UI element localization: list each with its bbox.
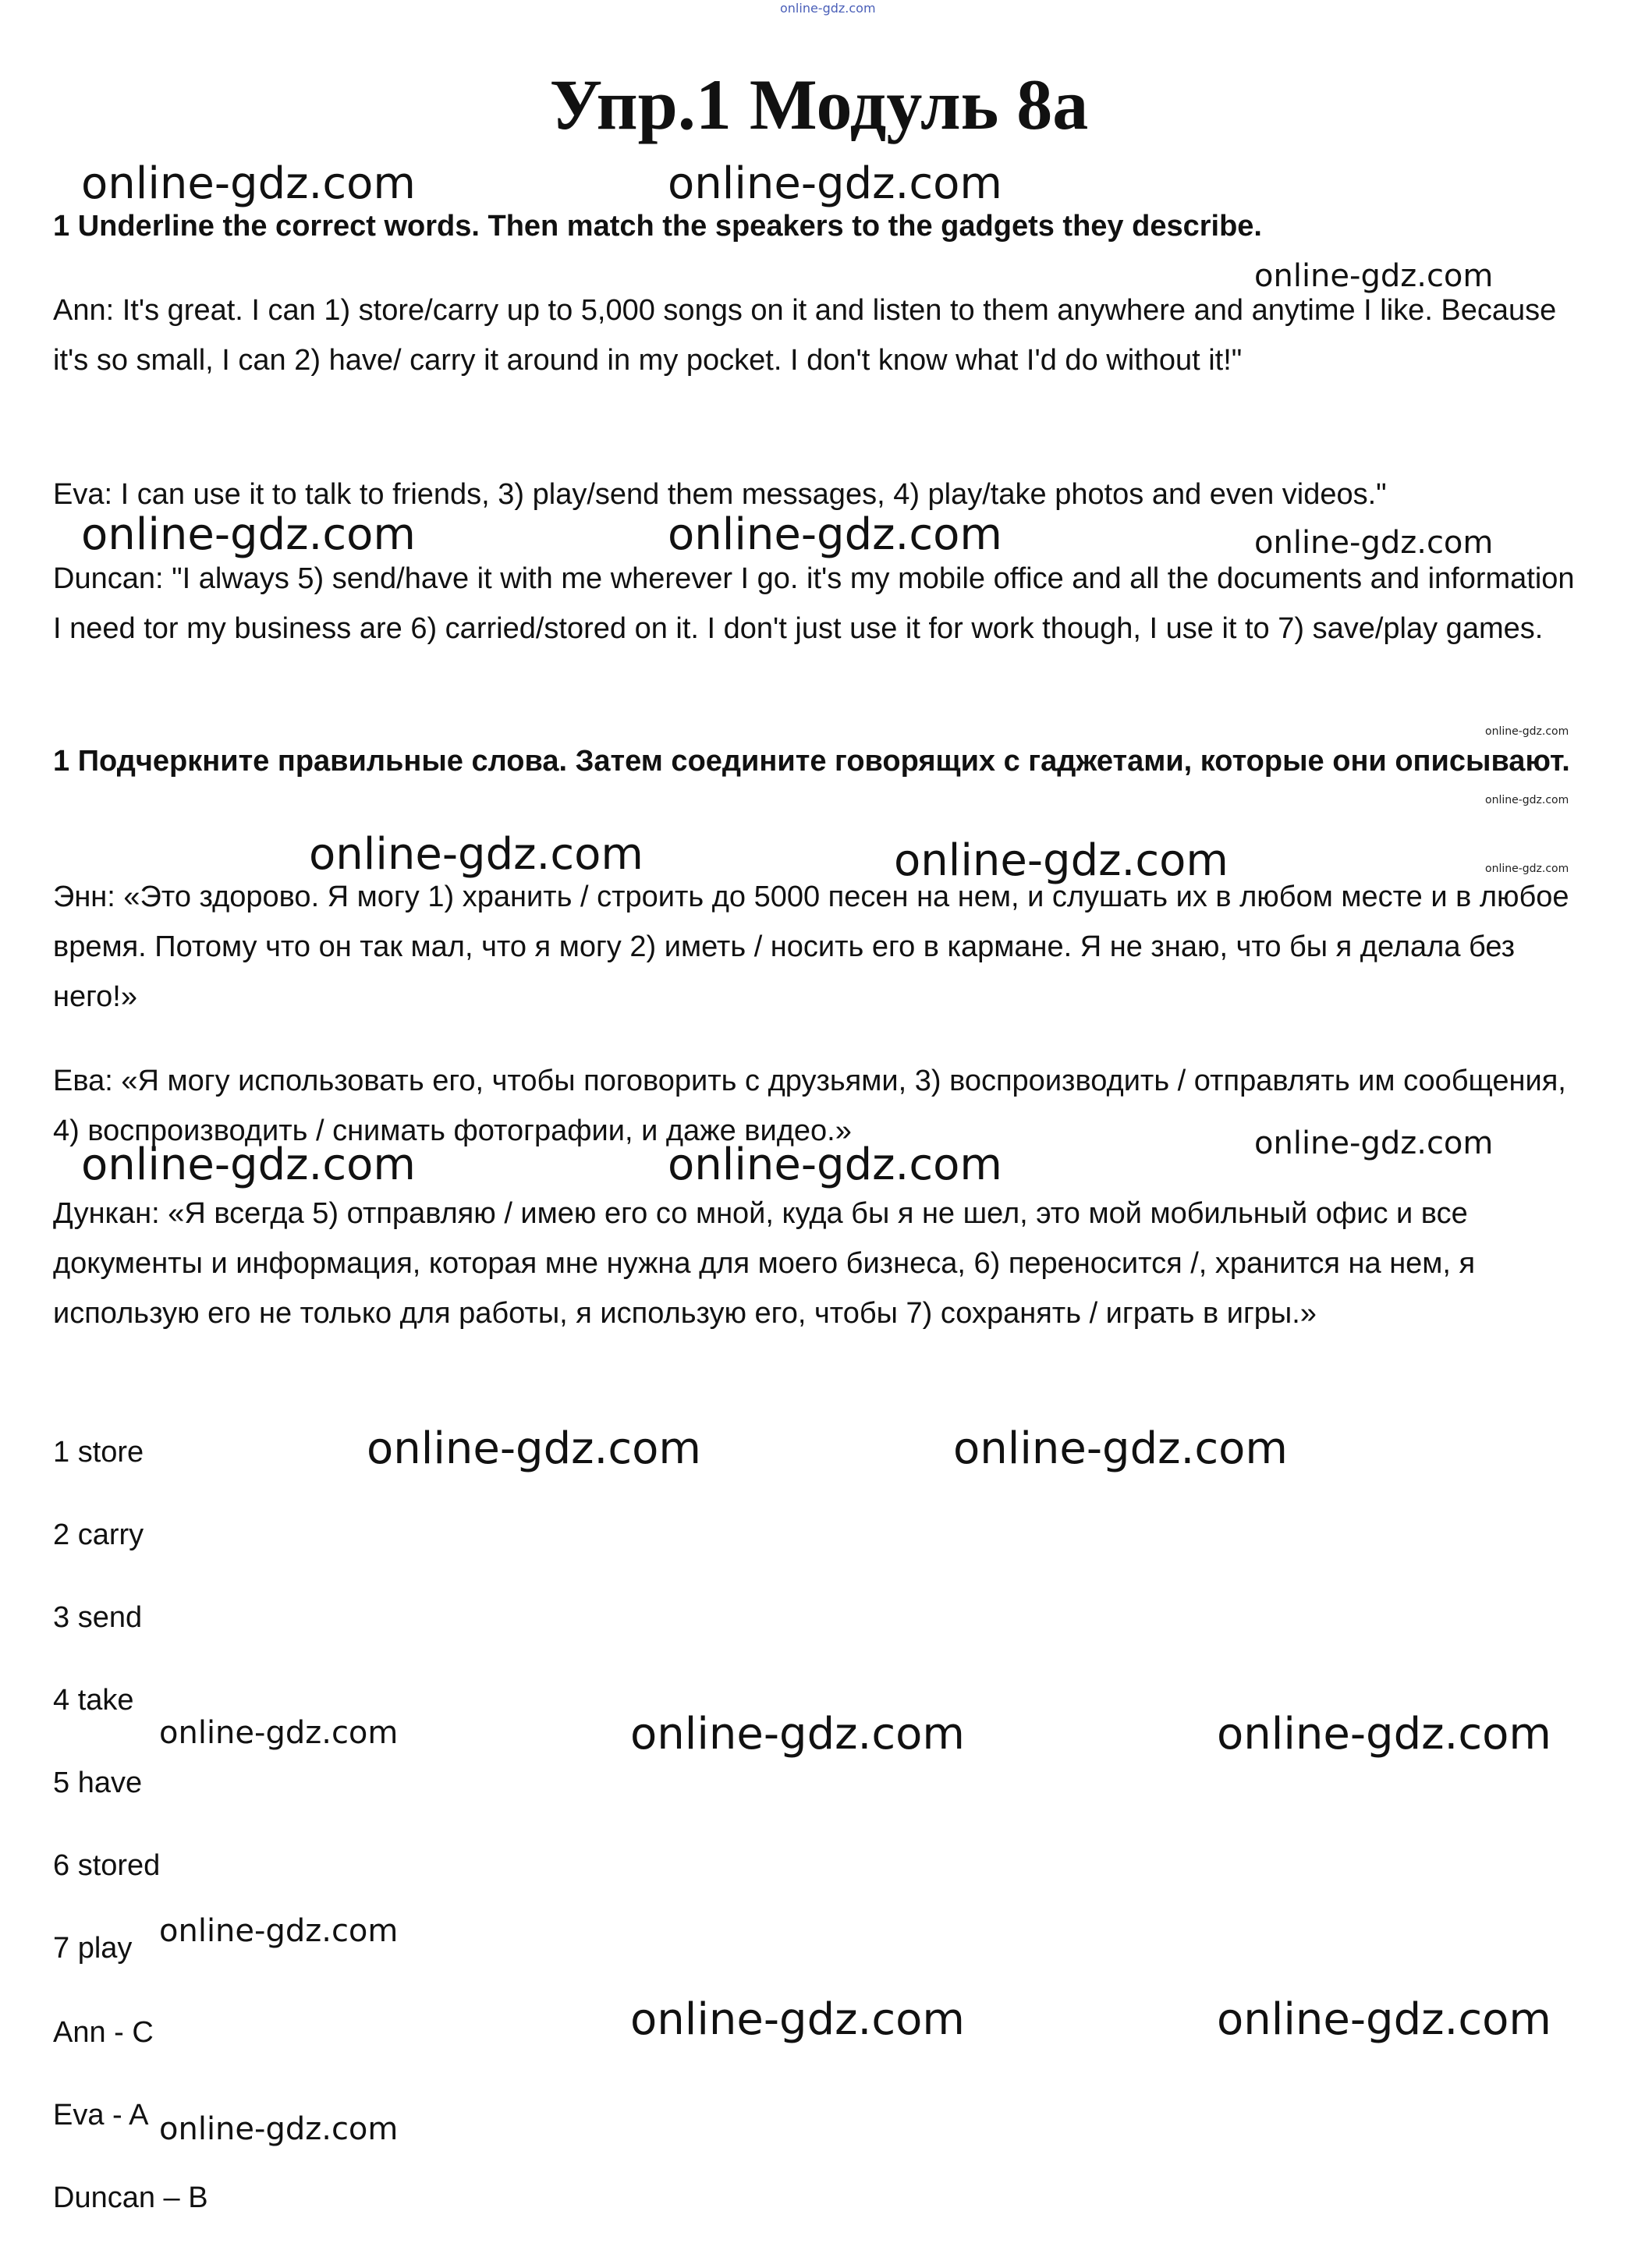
answer-item: 5 have [53, 1767, 143, 1799]
answer-item: 1 store [53, 1436, 144, 1469]
watermark: online-gdz.com [668, 1139, 1002, 1190]
english-heading: 1 Underline the correct words. Then match the speakers to the gadgets they describe. [53, 210, 1262, 243]
watermark: online-gdz.com [630, 1709, 965, 1759]
watermark: online-gdz.com [1254, 1125, 1494, 1161]
watermark: online-gdz.com [1485, 863, 1569, 875]
watermark: online-gdz.com [367, 1423, 701, 1474]
english-paragraph-duncan: Duncan: "I always 5) send/have it with me wherever I go. it's my mobile office and all the documents and information I need tor my business are 6) carried/stored on it. I don't just use it for work though, I use it to 7) save/play games. [53, 562, 1575, 645]
watermark: online-gdz.com [1485, 794, 1569, 806]
watermark: online-gdz.com [159, 1913, 399, 1949]
answer-item: 2 carry [53, 1518, 144, 1551]
watermark: online-gdz.com [159, 1715, 399, 1751]
watermark: online-gdz.com [81, 1139, 416, 1190]
russian-paragraph-ann: Энн: «Это здорово. Я могу 1) хранить / строить до 5000 песен на нем, и слушать их в любом месте и в любое время. Потому что он так мал, что я могу 2) иметь / носить его в кармане. Я не знаю, что бы я делала без него!» [53, 881, 1569, 1013]
answer-item: 7 play [53, 1932, 133, 1965]
watermark: online-gdz.com [1217, 1994, 1551, 2045]
watermark: online-gdz.com [1254, 258, 1494, 294]
english-paragraph-eva: Eva: I can use it to talk to friends, 3) play/send them messages, 4) play/take photos and even videos." [53, 478, 1387, 511]
russian-paragraph-duncan: Дункан: «Я всегда 5) отправляю / имею его со мной, куда бы я не шел, это мой мобильный офис и все документы и информация, которая мне нужна для моего бизнеса, 6) переносится /, хранится на нем, я использую его не только для работы, я использую его, чтобы 7) сохранять / играть в игры.» [53, 1197, 1476, 1330]
watermark: online-gdz.com [309, 829, 644, 880]
answer-item: Eva - A [53, 2099, 149, 2132]
watermark: online-gdz.com [668, 158, 1002, 209]
russian-paragraph-eva: Ева: «Я могу использовать его, чтобы поговорить с друзьями, 3) воспроизводить / отправлять им сообщения, 4) воспроизводить / снимать фотографии, и даже видео.» [53, 1065, 1566, 1147]
watermark-top: online-gdz.com [780, 1, 876, 16]
watermark: online-gdz.com [81, 509, 416, 560]
answer-item: 4 take [53, 1684, 134, 1717]
watermark: online-gdz.com [159, 2111, 399, 2147]
watermark: online-gdz.com [953, 1423, 1288, 1474]
answer-item: 6 stored [53, 1849, 161, 1882]
english-paragraph-ann: Ann: It's great. I can 1) store/carry up to 5,000 songs on it and listen to them anywhere and anytime I like. Because it's so small, I can 2) have/ carry it around in my pocket. I don't know what I'd do without it!" [53, 294, 1557, 377]
watermark: online-gdz.com [1217, 1709, 1551, 1759]
russian-heading: 1 Подчеркните правильные слова. Затем соедините говорящих с гаджетами, которые они описывают. [53, 745, 1570, 778]
watermark: online-gdz.com [1485, 725, 1569, 738]
watermark: online-gdz.com [1254, 525, 1494, 561]
page-title: Упр.1 Модуль 8а [549, 65, 1089, 144]
watermark: online-gdz.com [81, 158, 416, 209]
watermark: online-gdz.com [894, 835, 1228, 886]
watermark: online-gdz.com [668, 509, 1002, 560]
watermark: online-gdz.com [630, 1994, 965, 2045]
answer-item: Ann - C [53, 2016, 154, 2049]
answer-item: 3 send [53, 1601, 143, 1634]
answer-item: Duncan – B [53, 2181, 208, 2214]
